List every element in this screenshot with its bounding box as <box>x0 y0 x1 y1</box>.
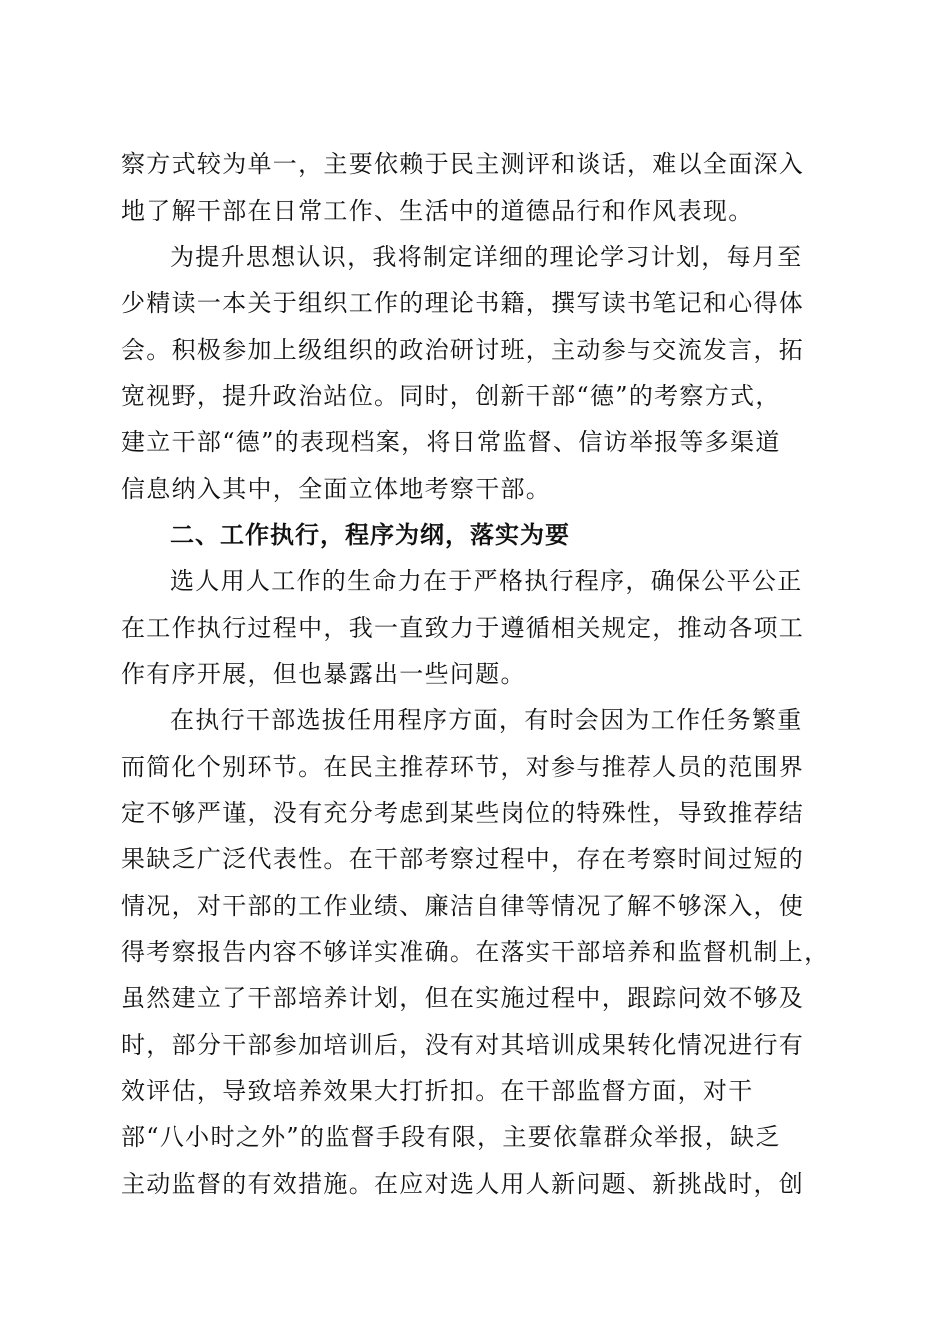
section-heading: 二、工作执行，程序为纲，落实为要 <box>170 521 570 549</box>
paragraph-3-line-1: 选人用人工作的生命力在于严格执行程序，确保公平公正 <box>170 567 803 595</box>
paragraph-2-line-5: 建立干部“德”的表现档案，将日常监督、信访举报等多渠道 <box>121 428 781 456</box>
paragraph-4-line-6: 得考察报告内容不够详实准确。在落实干部培养和监督机制上， <box>121 938 830 966</box>
paragraph-2-line-3: 会。积极参加上级组织的政治研讨班，主动参与交流发言，拓 <box>121 336 805 364</box>
paragraph-4-line-5: 情况，对干部的工作业绩、廉洁自律等情况了解不够深入，使 <box>121 892 805 920</box>
paragraph-4-line-7: 虽然建立了干部培养计划，但在实施过程中，跟踪问效不够及 <box>121 984 805 1012</box>
paragraph-4-line-10: 部“八小时之外”的监督手段有限，主要依靠群众举报，缺乏 <box>121 1123 781 1151</box>
paragraph-4-line-1: 在执行干部选拔任用程序方面，有时会因为工作任务繁重 <box>170 706 803 734</box>
paragraph-4-line-2: 而简化个别环节。在民主推荐环节，对参与推荐人员的范围界 <box>121 753 805 781</box>
paragraph-2-line-1: 为提升思想认识，我将制定详细的理论学习计划，每月至 <box>170 243 803 271</box>
paragraph-4-line-3: 定不够严谨，没有充分考虑到某些岗位的特殊性，导致推荐结 <box>121 799 805 827</box>
paragraph-2-line-2: 少精读一本关于组织工作的理论书籍，撰写读书笔记和心得体 <box>121 289 805 317</box>
paragraph-2-line-6: 信息纳入其中，全面立体地考察干部。 <box>121 475 552 503</box>
paragraph-4-line-8: 时，部分干部参加培训后，没有对其培训成果转化情况进行有 <box>121 1031 805 1059</box>
paragraph-1-line-1: 察方式较为单一，主要依赖于民主测评和谈话，难以全面深入 <box>121 150 805 178</box>
paragraph-3-line-2: 在工作执行过程中，我一直致力于遵循相关规定，推动各项工 <box>121 614 805 642</box>
paragraph-2-line-4: 宽视野，提升政治站位。同时，创新干部“德”的考察方式， <box>121 382 781 410</box>
paragraph-1-line-2: 地了解干部在日常工作、生活中的道德品行和作风表现。 <box>121 197 754 225</box>
paragraph-4-line-4: 果缺乏广泛代表性。在干部考察过程中，存在考察时间过短的 <box>121 845 805 873</box>
paragraph-3-line-3: 作有序开展，但也暴露出一些问题。 <box>121 660 526 688</box>
paragraph-4-line-11: 主动监督的有效措施。在应对选人用人新问题、新挑战时，创 <box>121 1170 805 1198</box>
paragraph-4-line-9: 效评估，导致培养效果大打折扣。在干部监督方面，对干 <box>121 1077 754 1105</box>
